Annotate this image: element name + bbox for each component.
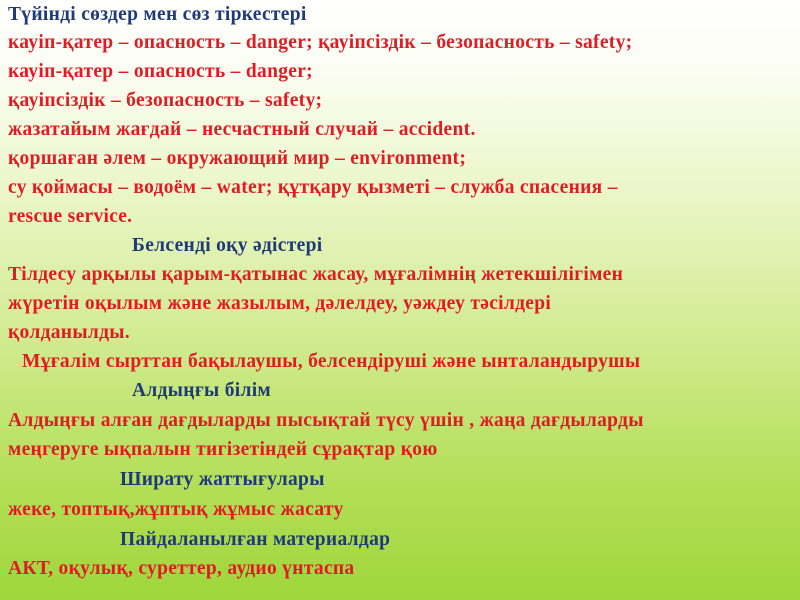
keywords-line: rescue service. (8, 206, 133, 227)
active-methods-line: жүретін оқылым және жазылым, дәлелдеу, уәждеу тәсілдері (8, 293, 552, 314)
keywords-line: қауіпсіздік – безопасность – safety; (8, 90, 323, 111)
keywords-line: су қоймасы – водоём – water; құтқару қызметі – служба спасения – (8, 177, 618, 198)
prior-knowledge-line: меңгеруге ықпалын тигізетіндей сұрақтар қою (8, 439, 438, 460)
keywords-line: қоршаған әлем – окружающий мир – environment; (8, 148, 467, 169)
materials-heading: Пайдаланылған материалдар (120, 529, 391, 550)
keywords-line: жазатайым жағдай – несчастный случай – accident. (8, 119, 476, 140)
keywords-line: кауіп-қатер – опасность – danger; қауіпсіздік – безопасность – safety; (8, 32, 633, 53)
active-methods-line: Тілдесу арқылы қарым-қатынас жасау, мұғалімнің жетекшілігімен (8, 264, 624, 285)
teacher-role-line: Мұғалім сырттан бақылаушы, белсендіруші және ынталандырушы (22, 351, 641, 372)
warmup-line: жеке, топтық,жұптық жұмыс жасату (8, 499, 344, 520)
prior-knowledge-line: Алдыңғы алған дағдыларды пысықтай түсу үшін , жаңа дағдыларды (8, 410, 644, 431)
prior-knowledge-heading: Алдыңғы білім (132, 380, 272, 401)
materials-line: АКТ, оқулық, суреттер, аудио үнтаспа (8, 558, 355, 579)
keywords-line: кауіп-қатер – опасность – danger; (8, 61, 313, 82)
active-methods-line: қолданылды. (8, 322, 130, 343)
keywords-heading: Түйінді сөздер мен сөз тіркестері (8, 4, 307, 25)
active-methods-heading: Белсенді оқу әдістері (132, 235, 323, 256)
warmup-heading: Ширату жаттығулары (120, 469, 325, 490)
